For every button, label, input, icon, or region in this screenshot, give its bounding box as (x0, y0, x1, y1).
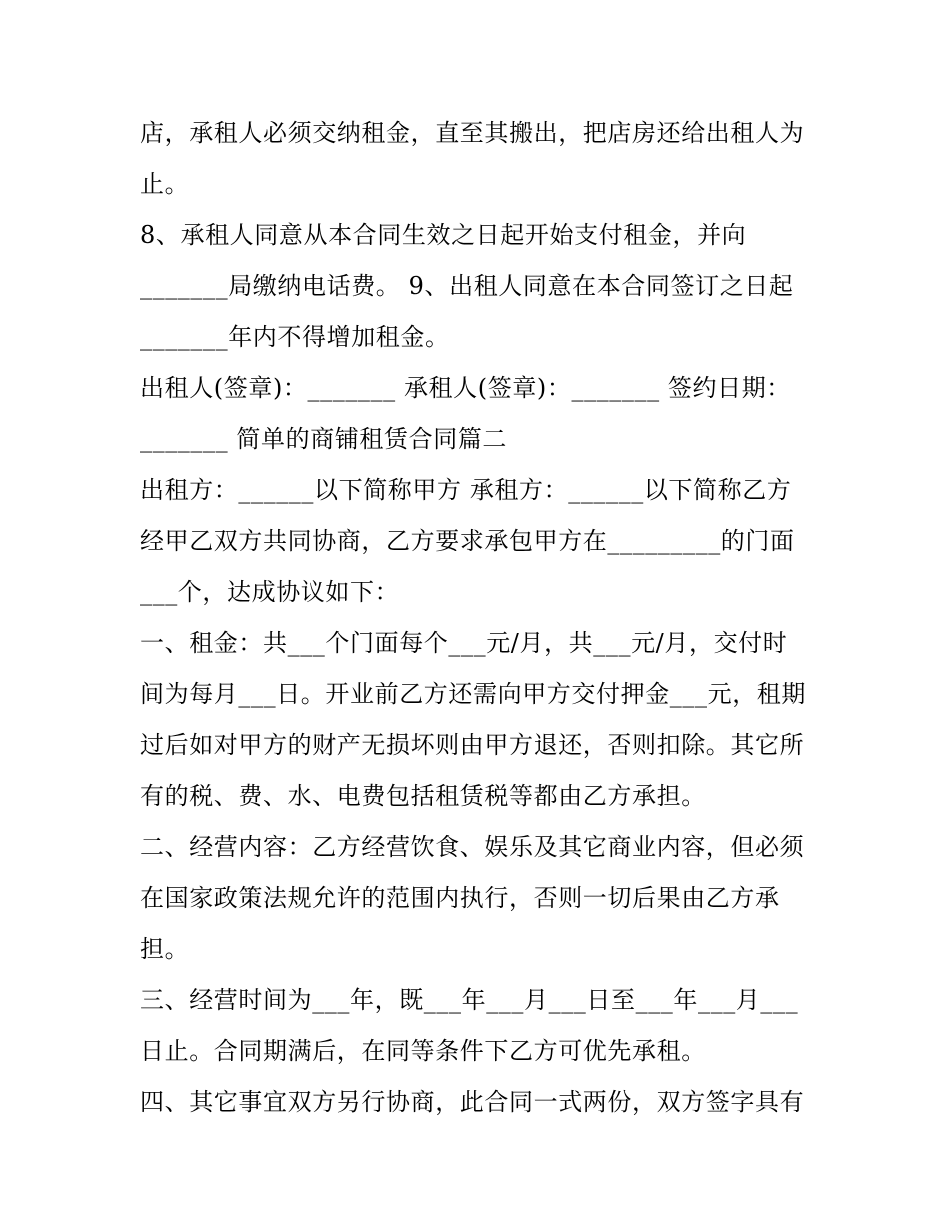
text-line: 间为每月___日。开业前乙方还需向甲方交付押金___元，租期 (140, 680, 806, 708)
text-line: 日止。合同期满后，在同等条件下乙方可优先承租。 (140, 1037, 706, 1065)
text-line: 经甲乙双方共同协商，乙方要求承包甲方在_________的门面 (140, 527, 795, 555)
text-line: 过后如对甲方的财产无损坏则由甲方退还，否则扣除。其它所 (140, 731, 805, 759)
text-line: 止。 (140, 170, 190, 198)
text-line: _______局缴纳电话费。 9、出租人同意在本合同签订之日起 (140, 272, 794, 300)
clause-rent-line: 一、租金：共___个门面每个___元/月，共___元/月，交付时 (140, 629, 788, 657)
document-body (140, 108, 820, 1128)
text-line: 8、承租人同意从本合同生效之日起开始支付租金，并向 (140, 221, 747, 249)
clause-other-line: 四、其它事宜双方另行协商，此合同一式两份，双方签字具有 (140, 1088, 805, 1116)
text-line: 有的税、费、水、电费包括租赁税等都由乙方承担。 (140, 782, 706, 810)
section-title-line: _______ 简单的商铺租赁合同篇二 (140, 425, 508, 453)
clause-term-line: 三、经营时间为___年，既___年___月___日至___年___月___ (140, 986, 799, 1014)
signature-line: 出租人(签章)：_______ 承租人(签章)：_______ 签约日期： (140, 374, 791, 402)
text-line: ___个，达成协议如下： (140, 578, 400, 606)
text-line: _______年内不得增加租金。 (140, 323, 450, 351)
clause-business-line: 二、经营内容：乙方经营饮食、娱乐及其它商业内容，但必须 (140, 833, 805, 861)
parties-line: 出租方：______以下简称甲方 承租方：______以下简称乙方 (140, 476, 792, 504)
text-line: 担。 (140, 935, 190, 963)
text-line: 在国家政策法规允许的范围内执行，否则一切后果由乙方承 (140, 884, 780, 912)
text-line: 店，承租人必须交纳租金，直至其搬出，把店房还给出租人为 (140, 119, 805, 147)
